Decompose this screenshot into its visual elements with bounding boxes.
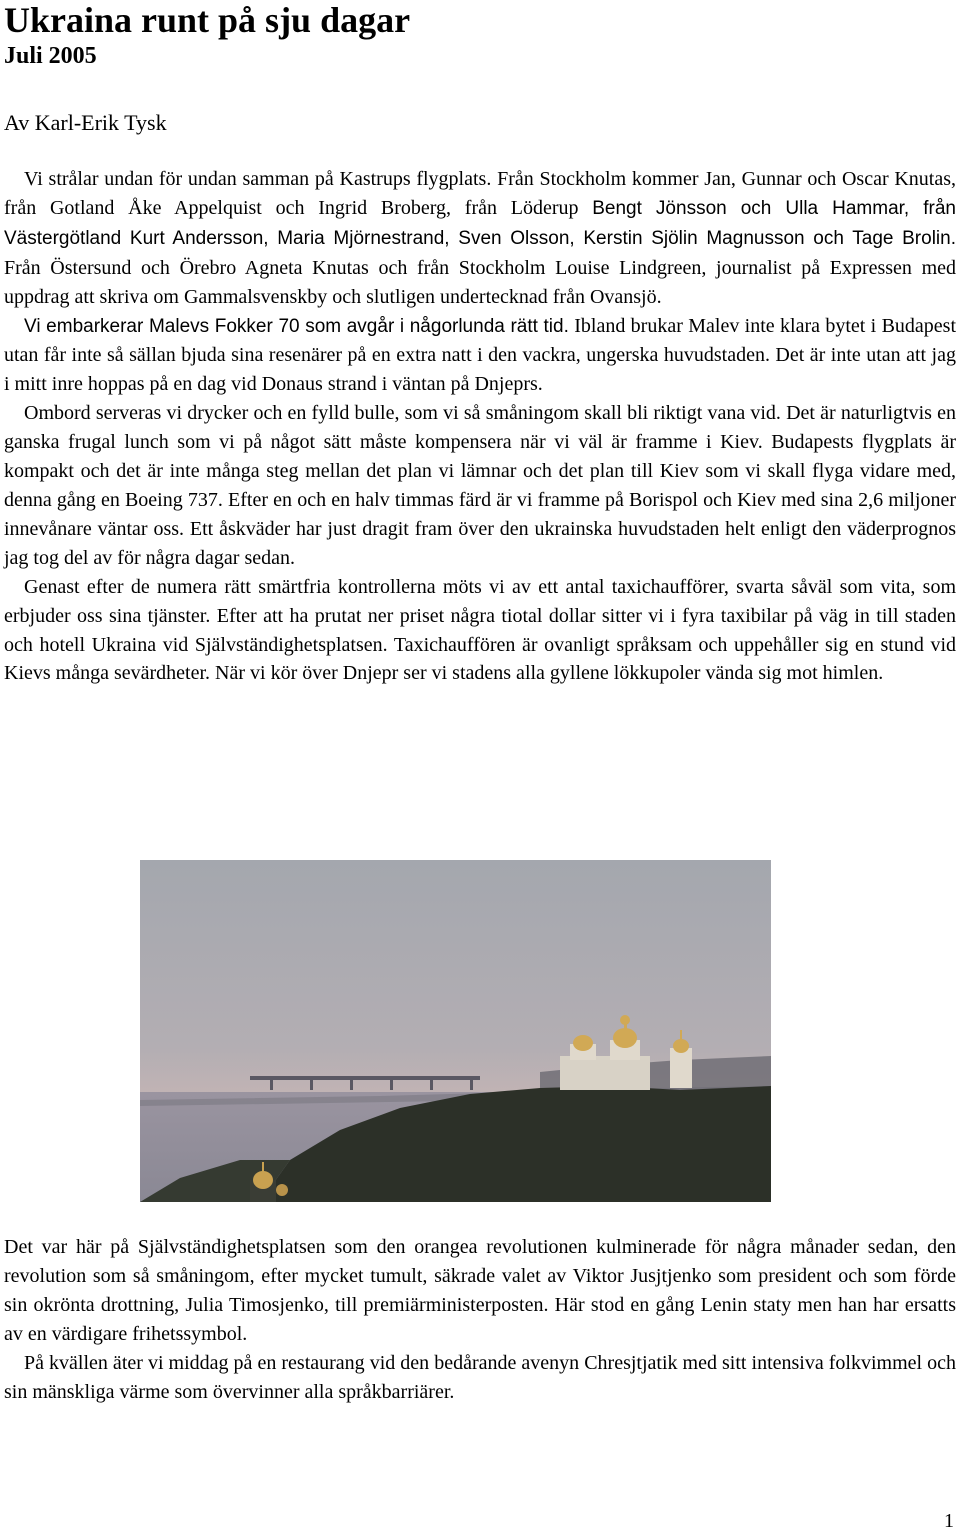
paragraph-1-part-a: Vi strålar undan för undan samman på Kastrups flygplats. Från Stockholm kommer Jan, Gunnar och Oscar Knutas, från Gotland Åke Appelquist och Ingrid Broberg, från Löderup [4, 168, 956, 219]
paragraph-5: Det var här på Självständighetsplatsen som den orangea revolutionen kulminerade för några månader sedan, den revolution som så småningom, efter mycket tumult, säkrade valet av Viktor Jusjtjenko som president och som förde sin okrönta drottning, Julia Timosjenko, till premiärministerposten. Här stod en gång Lenin staty men han har ersatts av en värdigare frihetssymbol. [4, 1236, 956, 1345]
kiev-landscape-illustration [140, 860, 771, 1202]
paragraph-1-part-c: Från Östersund och Örebro Agneta Knutas och från Stockholm Louise Lindgreen, journalist på Expressen med uppdrag att skriva om Gammalsvenskby och slutligen undertecknad från Ovansjö. [4, 256, 956, 308]
article-body-bottom [4, 1233, 956, 1406]
bridge [250, 1076, 480, 1080]
author-byline: Av Karl-Erik Tysk [4, 110, 167, 135]
article-date: Juli 2005 [4, 43, 97, 69]
paragraph-2-part-b: Ibland brukar Malev inte klara bytet i Budapest utan får inte så sällan bjuda sina resenärer på en extra natt i den vackra, ungerska huvudstaden. Det är inte utan att jag i mitt inre hoppas på en dag vid Donaus strand i väntan på Dnjeprs. [4, 314, 957, 396]
article-title: Ukraina runt på sju dagar [4, 0, 411, 40]
paragraph-2-part-a: Vi embarkerar Malevs Fokker 70 som avgår i någorlunda rätt tid. [24, 315, 569, 337]
kiev-photo [140, 860, 771, 1202]
paragraph-6: På kvällen äter vi middag på en restaurang vid den bedårande avenyn Chresjtjatik med sitt intensiva folkvimmel och sin mänskliga värme som övervinner alla språkbarriärer. [4, 1351, 956, 1403]
page-number: 1 [944, 1510, 954, 1532]
paragraph-1 [4, 165, 956, 312]
paragraph-2 [4, 312, 956, 400]
paragraph-1-part-b: Bengt Jönsson och Ulla Hammar, från Västergötland Kurt Andersson, Maria Mjörnestrand, Sven Olsson, Kerstin Sjölin Magnusson och Tage Brolin. [4, 197, 956, 249]
paragraph-4: Genast efter de numera rätt smärtfria kontrollerna möts vi av ett antal taxichaufförer, svarta såväl som vita, som erbjuder oss sina tjänster. Efter att ha prutat ner priset några tiotal dollar sitter vi i fyra taxibilar på väg in till staden och hotell Ukraina vid Självständighetsplatsen. Taxichauffören är ovanligt språksam och uppehåller sig en stund vid Kievs många sevärdheter. När vi kör över Dnjepr ser vi stadens alla gyllene lökkupoler vända sig mot himlen. [4, 575, 956, 685]
article-body-top [4, 165, 956, 688]
paragraph-3: Ombord serveras vi drycker och en fylld bulle, som vi så småningom skall bli riktigt vana vid. Det är naturligtvis en ganska frugal lunch som vi på något sätt måste kompensera när vi väl är framme i Kiev. Budapests flygplats är kompakt och det är inte många steg mellan det plan vi lämnar och det plan till Kiev som vi skall flyga vidare med, denna gång en Boeing 737. Efter en och en halv timmas färd är vi framme på Borispol och Kiev med sina 2,6 miljoner innevånare väntar oss. Ett åskväder har just dragit fram över den ukrainska huvudstaden helt enligt den väderprognos jag tog del av för några dagar sedan. [4, 402, 956, 569]
